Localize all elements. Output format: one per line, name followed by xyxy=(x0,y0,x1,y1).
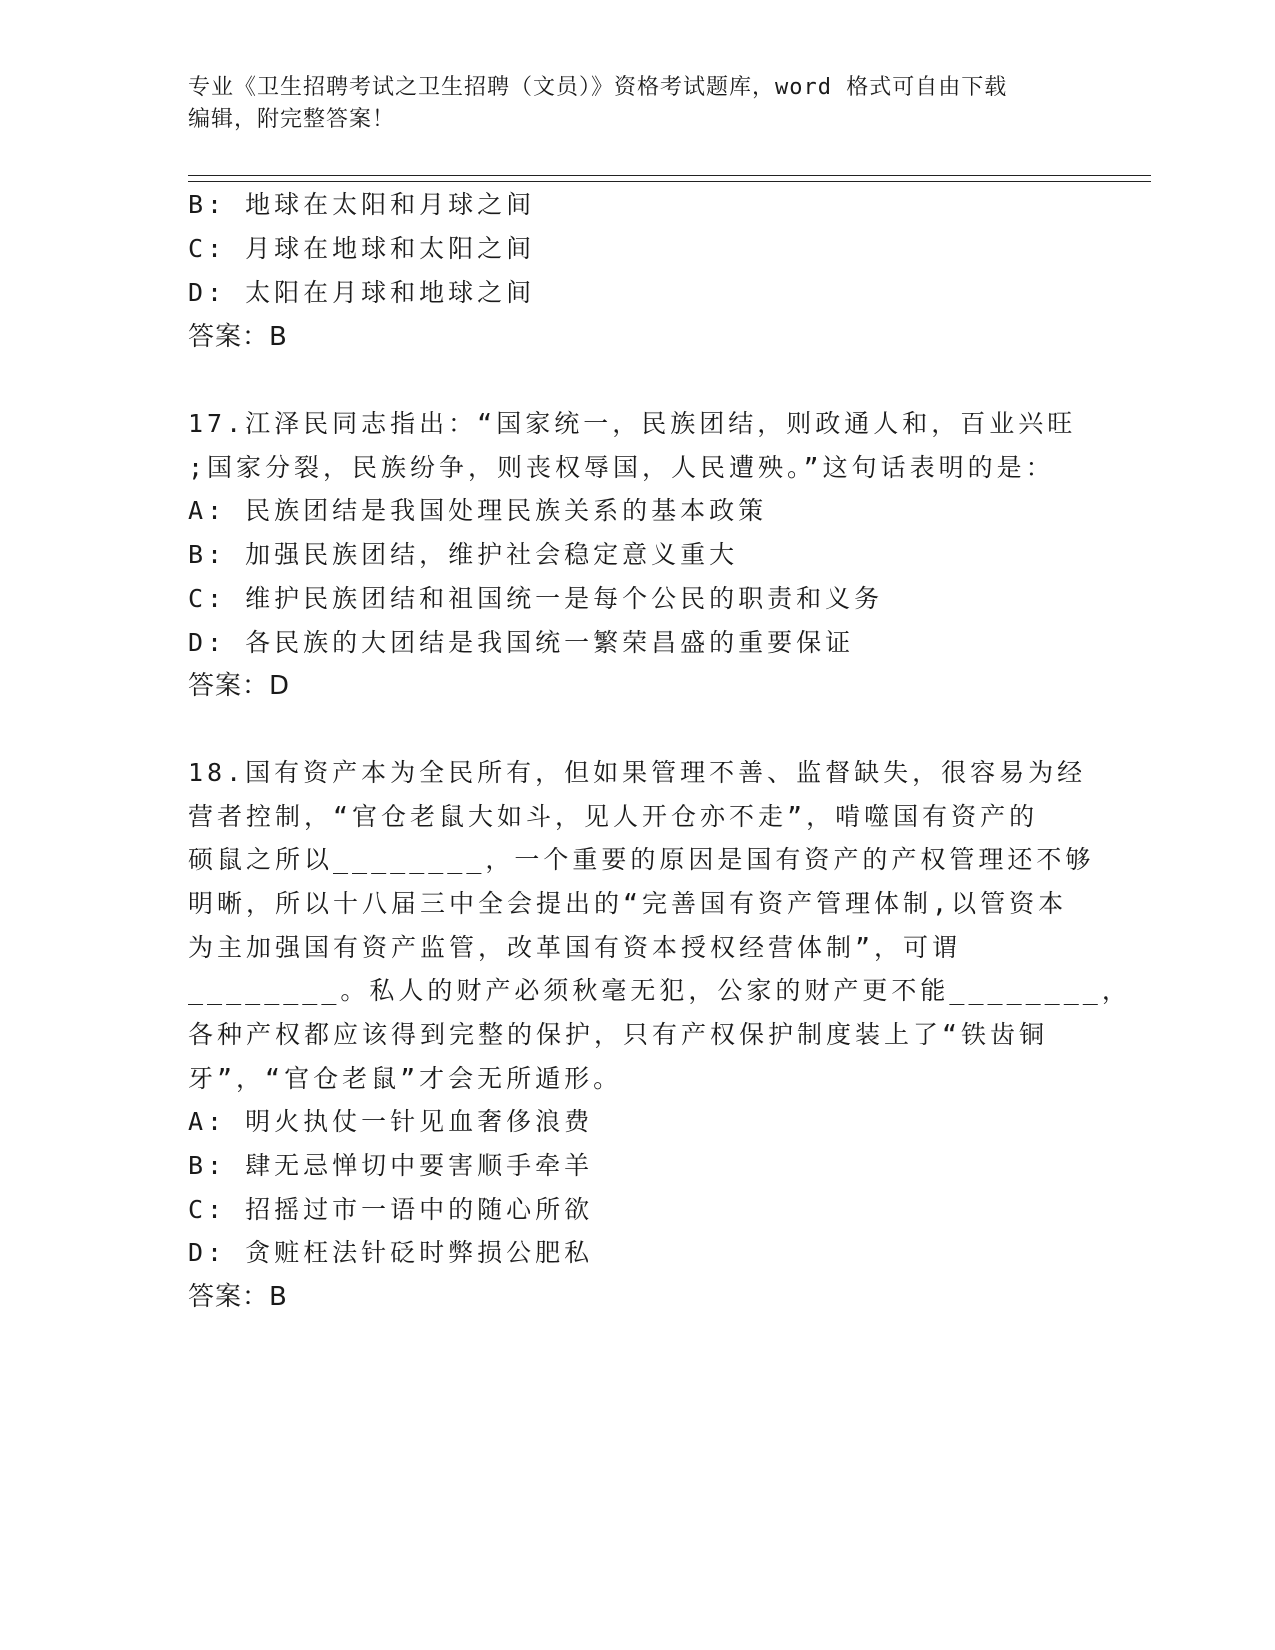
q18-stem-line: 硕鼠之所以________，一个重要的原因是国有资产的产权管理还不够 xyxy=(188,845,1095,874)
q17-option-a: A: 民族团结是我国处理民族关系的基本政策 xyxy=(188,496,768,525)
q18-option-b: B: 肆无忌惮切中要害顺手牵羊 xyxy=(188,1151,594,1180)
header-divider-top xyxy=(188,175,1151,176)
prev-option-c: C: 月球在地球和太阳之间 xyxy=(188,234,536,263)
q18-stem-line: 18.国有资产本为全民所有，但如果管理不善、监督缺失，很容易为经 xyxy=(188,758,1087,787)
prev-option-d: D: 太阳在月球和地球之间 xyxy=(188,278,536,307)
q17-option-b: B: 加强民族团结，维护社会稳定意义重大 xyxy=(188,540,739,569)
q18-stem-line: 牙”，“官仓老鼠”才会无所遁形。 xyxy=(188,1064,623,1093)
q18-option-c: C: 招摇过市一语中的随心所欲 xyxy=(188,1195,594,1224)
q18-stem-line: 营者控制，“官仓老鼠大如斗，见人开仓亦不走”，啃噬国有资产的 xyxy=(188,802,1039,831)
q18-option-d: D: 贪赃枉法针砭时弊损公肥私 xyxy=(188,1238,594,1267)
q17-option-c: C: 维护民族团结和祖国统一是每个公民的职责和义务 xyxy=(188,584,884,613)
header-line-2: 编辑，附完整答案！ xyxy=(188,107,396,132)
q18-stem-line: ________。私人的财产必须秋毫无犯，公家的财产更不能________， xyxy=(188,976,1131,1005)
q18-stem-line: 各种产权都应该得到完整的保护，只有产权保护制度装上了“铁齿铜 xyxy=(188,1020,1049,1049)
q17-stem-line: 17.江泽民同志指出：“国家统一，民族团结，则政通人和，百业兴旺 xyxy=(188,409,1077,438)
q18-stem-line: 为主加强国有资产监管，改革国有资本授权经营体制”，可谓 xyxy=(188,933,962,962)
prev-answer: 答案：B xyxy=(188,322,288,352)
q17-answer: 答案：D xyxy=(188,671,291,701)
header-divider-bottom xyxy=(188,181,1151,182)
q18-answer: 答案：B xyxy=(188,1282,288,1312)
q17-option-d: D: 各民族的大团结是我国统一繁荣昌盛的重要保证 xyxy=(188,628,855,657)
document-header xyxy=(188,72,1068,136)
prev-option-b: B: 地球在太阳和月球之间 xyxy=(188,190,536,219)
q18-option-a: A: 明火执仗一针见血奢侈浪费 xyxy=(188,1107,594,1136)
header-line-1: 专业《卫生招聘考试之卫生招聘（文员）》资格考试题库，word 格式可自由下载 xyxy=(188,75,1008,100)
q17-stem-line: ;国家分裂，民族纷争，则丧权辱国，人民遭殃。”这句话表明的是： xyxy=(188,453,1055,482)
q18-stem-line: 明晰，所以十八届三中全会提出的“完善国有资产管理体制,以管资本 xyxy=(188,889,1068,918)
